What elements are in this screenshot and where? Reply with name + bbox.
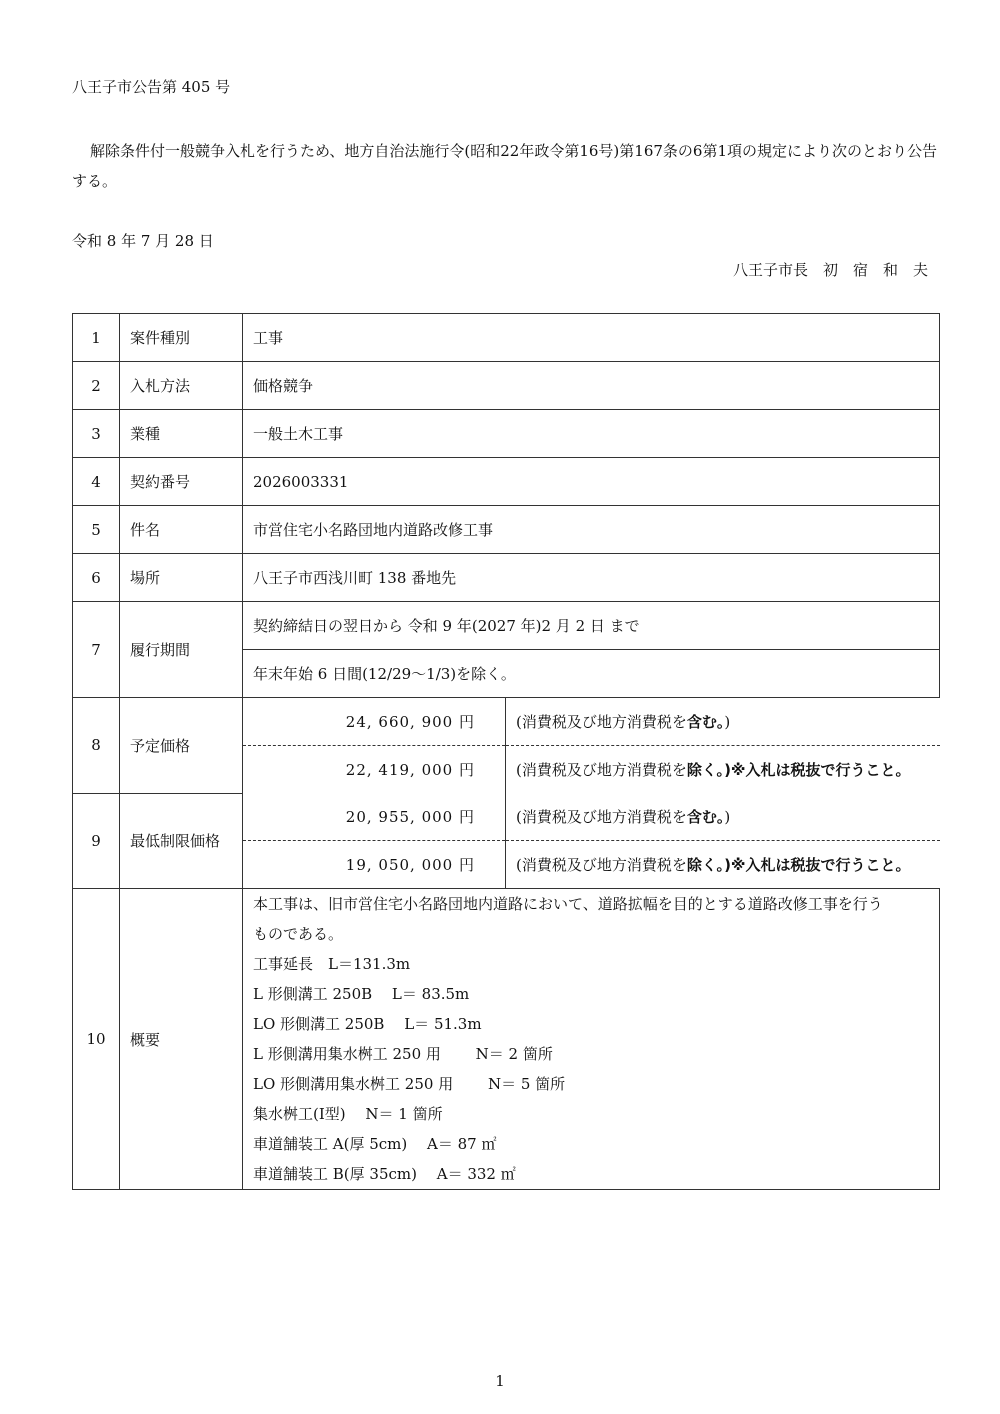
row-number: 10: [73, 889, 120, 1190]
price-amount-incl-tax: 24, 660, 900 円: [243, 698, 506, 746]
row-value: 一般土木工事: [243, 410, 940, 458]
row-number: 2: [73, 362, 120, 410]
price-note-excl-tax: [506, 746, 940, 794]
row-label: 契約番号: [120, 458, 243, 506]
price-note-incl-tax: [506, 698, 940, 746]
row-value: 工事: [243, 314, 940, 362]
overview-line: 集水桝工(Ⅰ型) N＝ 1 箇所: [253, 1105, 443, 1123]
row-number: 9: [73, 793, 120, 889]
overview-line: L 形側溝工 250B L＝ 83.5m: [253, 985, 470, 1003]
note-emphasis: 除く。: [686, 761, 725, 779]
overview-line: LO 形側溝用集水桝工 250 用 N＝ 5 箇所: [253, 1075, 566, 1093]
note-emphasis: )※入札は税抜で行うこと。: [724, 856, 911, 874]
note-emphasis: 除く。: [686, 856, 725, 874]
overview-line: 車道舗装工 B(厚 35cm) A＝ 332 ㎡: [253, 1165, 516, 1183]
row-label: 業種: [120, 410, 243, 458]
table-row: [73, 410, 940, 458]
row-number: 5: [73, 506, 120, 554]
row-label: 件名: [120, 506, 243, 554]
row-label: 最低制限価格: [120, 793, 243, 889]
note-emphasis: 含む。: [686, 808, 725, 826]
note-text: (消費税及び地方消費税を: [516, 808, 687, 826]
overview-line: 本工事は、旧市営住宅小名路団地内道路において、道路拡幅を目的とする道路改修工事を行う: [253, 895, 883, 913]
price-subtable: [243, 793, 940, 888]
note-text: (消費税及び地方消費税を: [516, 761, 687, 779]
row-value: 八王子市西浅川町 138 番地先: [243, 554, 940, 602]
price-note-excl-tax: [506, 841, 940, 889]
note-emphasis: 含む。: [686, 713, 725, 731]
row-label: 概要: [120, 889, 243, 1190]
note-text: ): [724, 713, 731, 731]
row-number: 4: [73, 458, 120, 506]
note-text: (消費税及び地方消費税を: [516, 713, 687, 731]
note-emphasis: )※入札は税抜で行うこと。: [724, 761, 911, 779]
note-text: (消費税及び地方消費税を: [516, 856, 687, 874]
row-number: 6: [73, 554, 120, 602]
overview-line: 工事延長 L＝131.3m: [253, 955, 411, 973]
table-row: [73, 458, 940, 506]
notice-number: 八王子市公告第 405 号: [72, 78, 231, 96]
row-label: 履行期間: [120, 602, 243, 698]
row-value: 価格競争: [243, 362, 940, 410]
page-number: 1: [495, 1372, 505, 1390]
table-row: [73, 506, 940, 554]
row-label: 予定価格: [120, 698, 243, 794]
signer: 八王子市長 初 宿 和 夫: [732, 261, 928, 279]
price-subtable: [243, 698, 940, 793]
row-number: 1: [73, 314, 120, 362]
overview-line: 車道舗装工 A(厚 5cm) A＝ 87 ㎡: [253, 1135, 497, 1153]
overview-line: ものである。: [253, 925, 344, 943]
row-number: 3: [73, 410, 120, 458]
period-line-2: 年末年始 6 日間(12/29～1/3)を除く。: [243, 650, 940, 698]
period-line-1: 契約締結日の翌日から 令和 9 年(2027 年)2 月 2 日 まで: [243, 602, 940, 650]
row-label: 案件種別: [120, 314, 243, 362]
overview-text: [243, 889, 940, 1190]
notice-table: [72, 313, 940, 1190]
price-amount-excl-tax: 22, 419, 000 円: [243, 746, 506, 794]
table-row: [73, 314, 940, 362]
table-row: [73, 362, 940, 410]
price-amount-incl-tax: 20, 955, 000 円: [243, 793, 506, 841]
row-value: 市営住宅小名路団地内道路改修工事: [243, 506, 940, 554]
row-label: 場所: [120, 554, 243, 602]
table-row-overview: [73, 889, 940, 1190]
overview-line: L 形側溝用集水桝工 250 用 N＝ 2 箇所: [253, 1045, 553, 1063]
table-row-min-price: [73, 793, 940, 889]
row-number: 7: [73, 602, 120, 698]
intro-paragraph: 解除条件付一般競争入札を行うため、地方自治法施行令(昭和22年政令第16号)第167条の6第1項の規定により次のとおり公告する。: [72, 142, 938, 190]
notice-date: 令和 8 年 7 月 28 日: [72, 232, 214, 250]
note-text: ): [724, 808, 731, 826]
table-row: [73, 554, 940, 602]
price-note-incl-tax: [506, 793, 940, 841]
table-row-planned-price: [73, 698, 940, 794]
price-cell: [243, 793, 940, 889]
overview-line: LO 形側溝工 250B L＝ 51.3m: [253, 1015, 482, 1033]
table-row-period: [73, 602, 940, 650]
price-cell: [243, 698, 940, 794]
row-number: 8: [73, 698, 120, 794]
price-amount-excl-tax: 19, 050, 000 円: [243, 841, 506, 889]
row-value: 2026003331: [243, 458, 940, 506]
row-label: 入札方法: [120, 362, 243, 410]
